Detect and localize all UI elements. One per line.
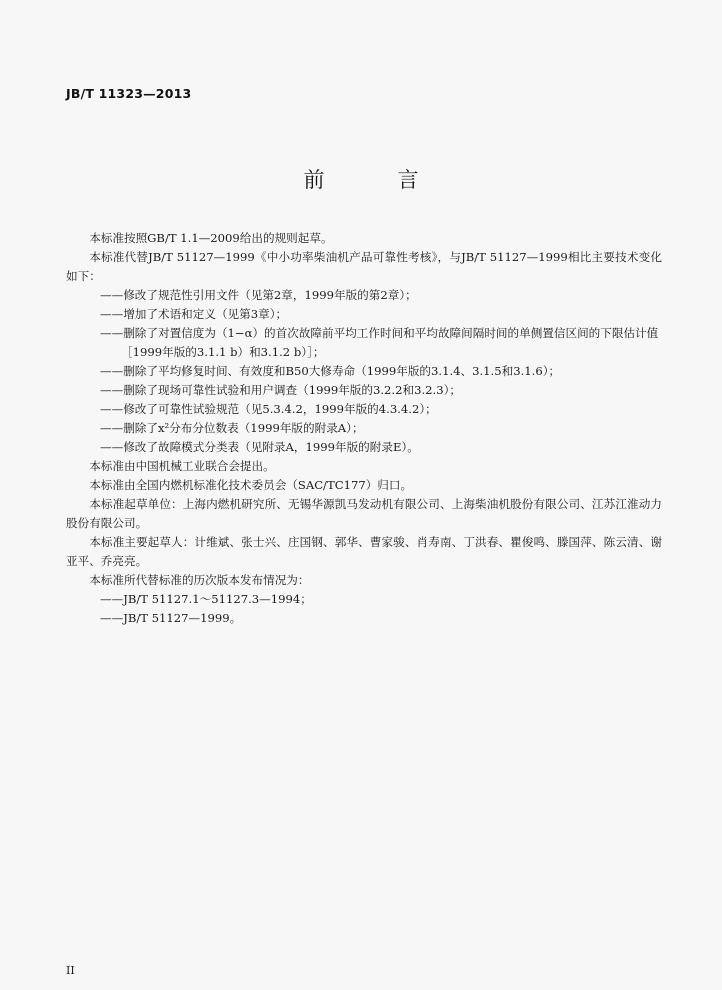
paragraph-drafting-units: 本标准起草单位：上海内燃机研究所、无锡华源凯马发动机有限公司、上海柴油机股份有限公司、江苏江淮动力股份有限公司。: [66, 497, 662, 530]
page-number: II: [66, 964, 75, 977]
change-item: ——删除了x²分布分位数表（1999年版的附录A）；: [100, 421, 364, 435]
change-item: ——删除了对置信度为（1−α）的首次故障前平均工作时间和平均故障间隔时间的单侧置信区间的下限估计值［1999年版的3.1.1 b）和3.1.2 b）］；: [100, 326, 659, 359]
paragraph-committee: 本标准由全国内燃机标准化技术委员会（SAC/TC177）归口。: [89, 478, 413, 492]
change-item: ——增加了术语和定义（见第3章）；: [100, 307, 288, 321]
change-item: ——删除了平均修复时间、有效度和B50大修寿命（1999年版的3.1.4、3.1.5和3.1.6）；: [100, 364, 561, 378]
paragraph-drafters: 本标准主要起草人：计维斌、张士兴、庄国钢、郭华、曹家骏、肖寿南、丁洪春、瞿俊鸣、滕国萍、陈云清、谢亚平、乔亮亮。: [66, 535, 662, 568]
change-item: ——修改了故障模式分类表（见附录A，1999年版的附录E）。: [100, 440, 419, 454]
paragraph-drafting-rules: 本标准按照GB/T 1.1—2009给出的规则起草。: [89, 231, 333, 245]
page-title: 前 言: [303, 168, 445, 192]
change-item: ——修改了规范性引用文件（见第2章，1999年版的第2章）；: [100, 288, 417, 302]
change-item: ——删除了现场可靠性试验和用户调查（1999年版的3.2.2和3.2.3）；: [100, 383, 461, 397]
change-item: ——修改了可靠性试验规范（见5.3.4.2，1999年版的4.3.4.2）；: [100, 402, 437, 416]
history-item: ——JB/T 51127—1999。: [100, 611, 242, 625]
standard-code: JB/T 11323—2013: [66, 86, 192, 101]
paragraph-replacement: 本标准代替JB/T 51127—1999《中小功率柴油机产品可靠性考核》，与JB/T 51127—1999相比主要技术变化如下：: [66, 250, 662, 283]
paragraph-history-intro: 本标准所代替标准的历次版本发布情况为：: [89, 573, 310, 587]
paragraph-proposer: 本标准由中国机械工业联合会提出。: [89, 459, 275, 473]
foreword-body: [66, 229, 662, 628]
history-item: ——JB/T 51127.1～51127.3—1994；: [100, 592, 312, 606]
